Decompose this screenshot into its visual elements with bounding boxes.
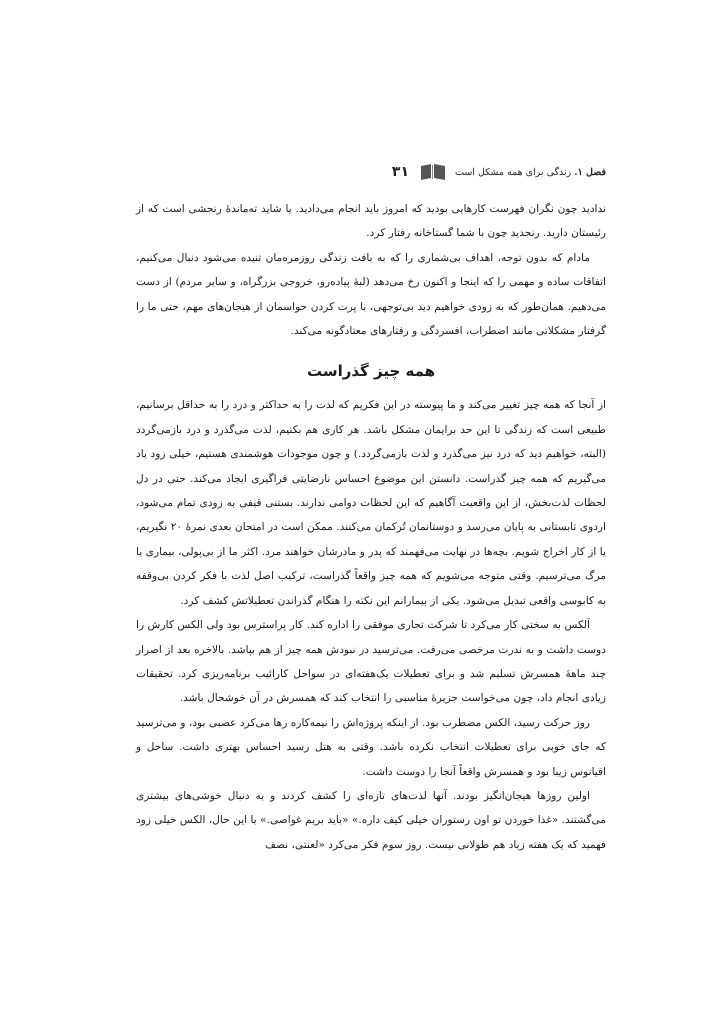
paragraph: اولین روزها هیجان‌انگیز بودند. آنها لذت‌های تازه‌ای را کشف کردند و به دنبال خوشی‌های بیشتری می‌گشتند. «غذا خوردن تو اون رستوران خیلی کیف داره.» «باید بریم غواصی.» با این حال، الکس خیلی زود فهمید که یک هفته زیاد هم طولانی نیست. روز سوم فکر می‌کرد «لعنتی، نصف xyxy=(136,789,606,851)
page-body xyxy=(136,197,606,857)
paragraph: ندادید چون نگران فهرست کارهایی بودید که امروز باید انجام می‌دادید. یا شاید تەماندۀ رنجشی است که از رئیستان دارید. رنجدید چون با شما گستاخانه رفتار کرد. xyxy=(136,203,606,240)
paragraph: از آنجا که همه چیز تغییر می‌کند و ما پیوسته در این فکریم که لذت را به حداکثر و درد را به حداقل برسانیم، طبیعی است که زندگی تا این حد برایمان مشکل باشد. هر کاری هم بکنیم، لذت می‌گذرد و درد بازمی‌گردد (البته، خواهیم دید که درد نیز می‌گذرد و لذت بازمی‌گردد.) و چون موجودات هوشمندی هستیم، خیلی زود یاد می‌گیریم که همه چیز گذراست. دانستن این موضوع احساس نارضایتی فراگیری ایجاد می‌کند. حتی در دل لحظات لذت‌بخش، از این واقعیت آگاهیم که این لحظات دوامی ندارند. بستنی قیفی به زودی تمام می‌شود، اردوی تابستانی به پایان می‌رسد و دوستانمان تُرکمان می‌کنند. ممکن است در امتحان بعدی نمرۀ ۲۰ نگیریم، یا از کار اخراج شویم. بچه‌ها در نهایت می‌فهمند که پدر و مادرشان خواهند مرد. اکثر ما از بی‌پولی، بیماری یا مرگ می‌ترسیم. وقتی متوجه می‌شویم که همه چیز واقعاً گذراست، ترکیب اصل لذت با فکر کردن بی‌وقفه به کابوسی واقعی تبدیل می‌شود. یکی از بیمارانم این نکته را هنگام گذراندن تعطیلاتش کشف کرد. xyxy=(136,399,606,607)
paragraph: مادام که بدون توجه، اهداف بی‌شماری را که به بافت زندگی روزمره‌مان تنیده می‌شود دنبال می‌کنیم، اتفاقات ساده و مهمی را که اینجا و اکنون رخ می‌دهد (لبۀ پیاده‌رو، خروجی بزرگراه، و سایر مردم) از دست می‌دهیم. همان‌طور که به زودی خواهیم دید بی‌توجهی، با پرت کردن حواسمان از هیجان‌های مهم، حتی ما را گرفتار مشکلاتی مانند اضطراب، افسردگی و رفتارهای معتادگونه می‌کند. xyxy=(136,251,606,338)
chapter-label: فصل ۱. xyxy=(574,166,606,178)
paragraph: روز حرکت رسید، الکس مضطرب بود. از اینکه پروژه‌اش را نیمه‌کاره رها می‌کرد عصبی بود، و می‌ترسید که جای خوبی برای تعطیلات انتخاب نکرده باشد. وقتی به هتل رسید احساس بهتری داشت. ساحل و اقیانوس زیبا بود و همسرش واقعاً آنجا را دوست داشت. xyxy=(136,716,606,778)
running-header xyxy=(136,160,606,184)
page-number: ۳۱ xyxy=(391,164,410,180)
chapter-title: زندگی برای همه مشکل است xyxy=(455,166,572,178)
header-title xyxy=(455,167,606,178)
paragraph: اَلکس به سختی کار می‌کرد تا شرکت تجاری موفقی را اداره کند. کار پراسترس بود ولی الکس کارش را دوست داشت و به ندرت مرخصی می‌رفت. می‌ترسید در نبودش همه چیز از هم بپاشد. بالاخره بعد از اصرار چند ماهۀ همسرش تسلیم شد و برای تعطیلات یک‌هفته‌ای در سواحل کارائیب برنامه‌ریزی کرد. تحقیقات زیادی انجام داد، چون می‌خواست جزیرۀ مناسبی را انتخاب کند که همسرش در آن خوشحال باشد. xyxy=(136,619,606,705)
section-heading: همه چیز گذراست xyxy=(306,362,436,381)
book-icon xyxy=(419,163,447,181)
